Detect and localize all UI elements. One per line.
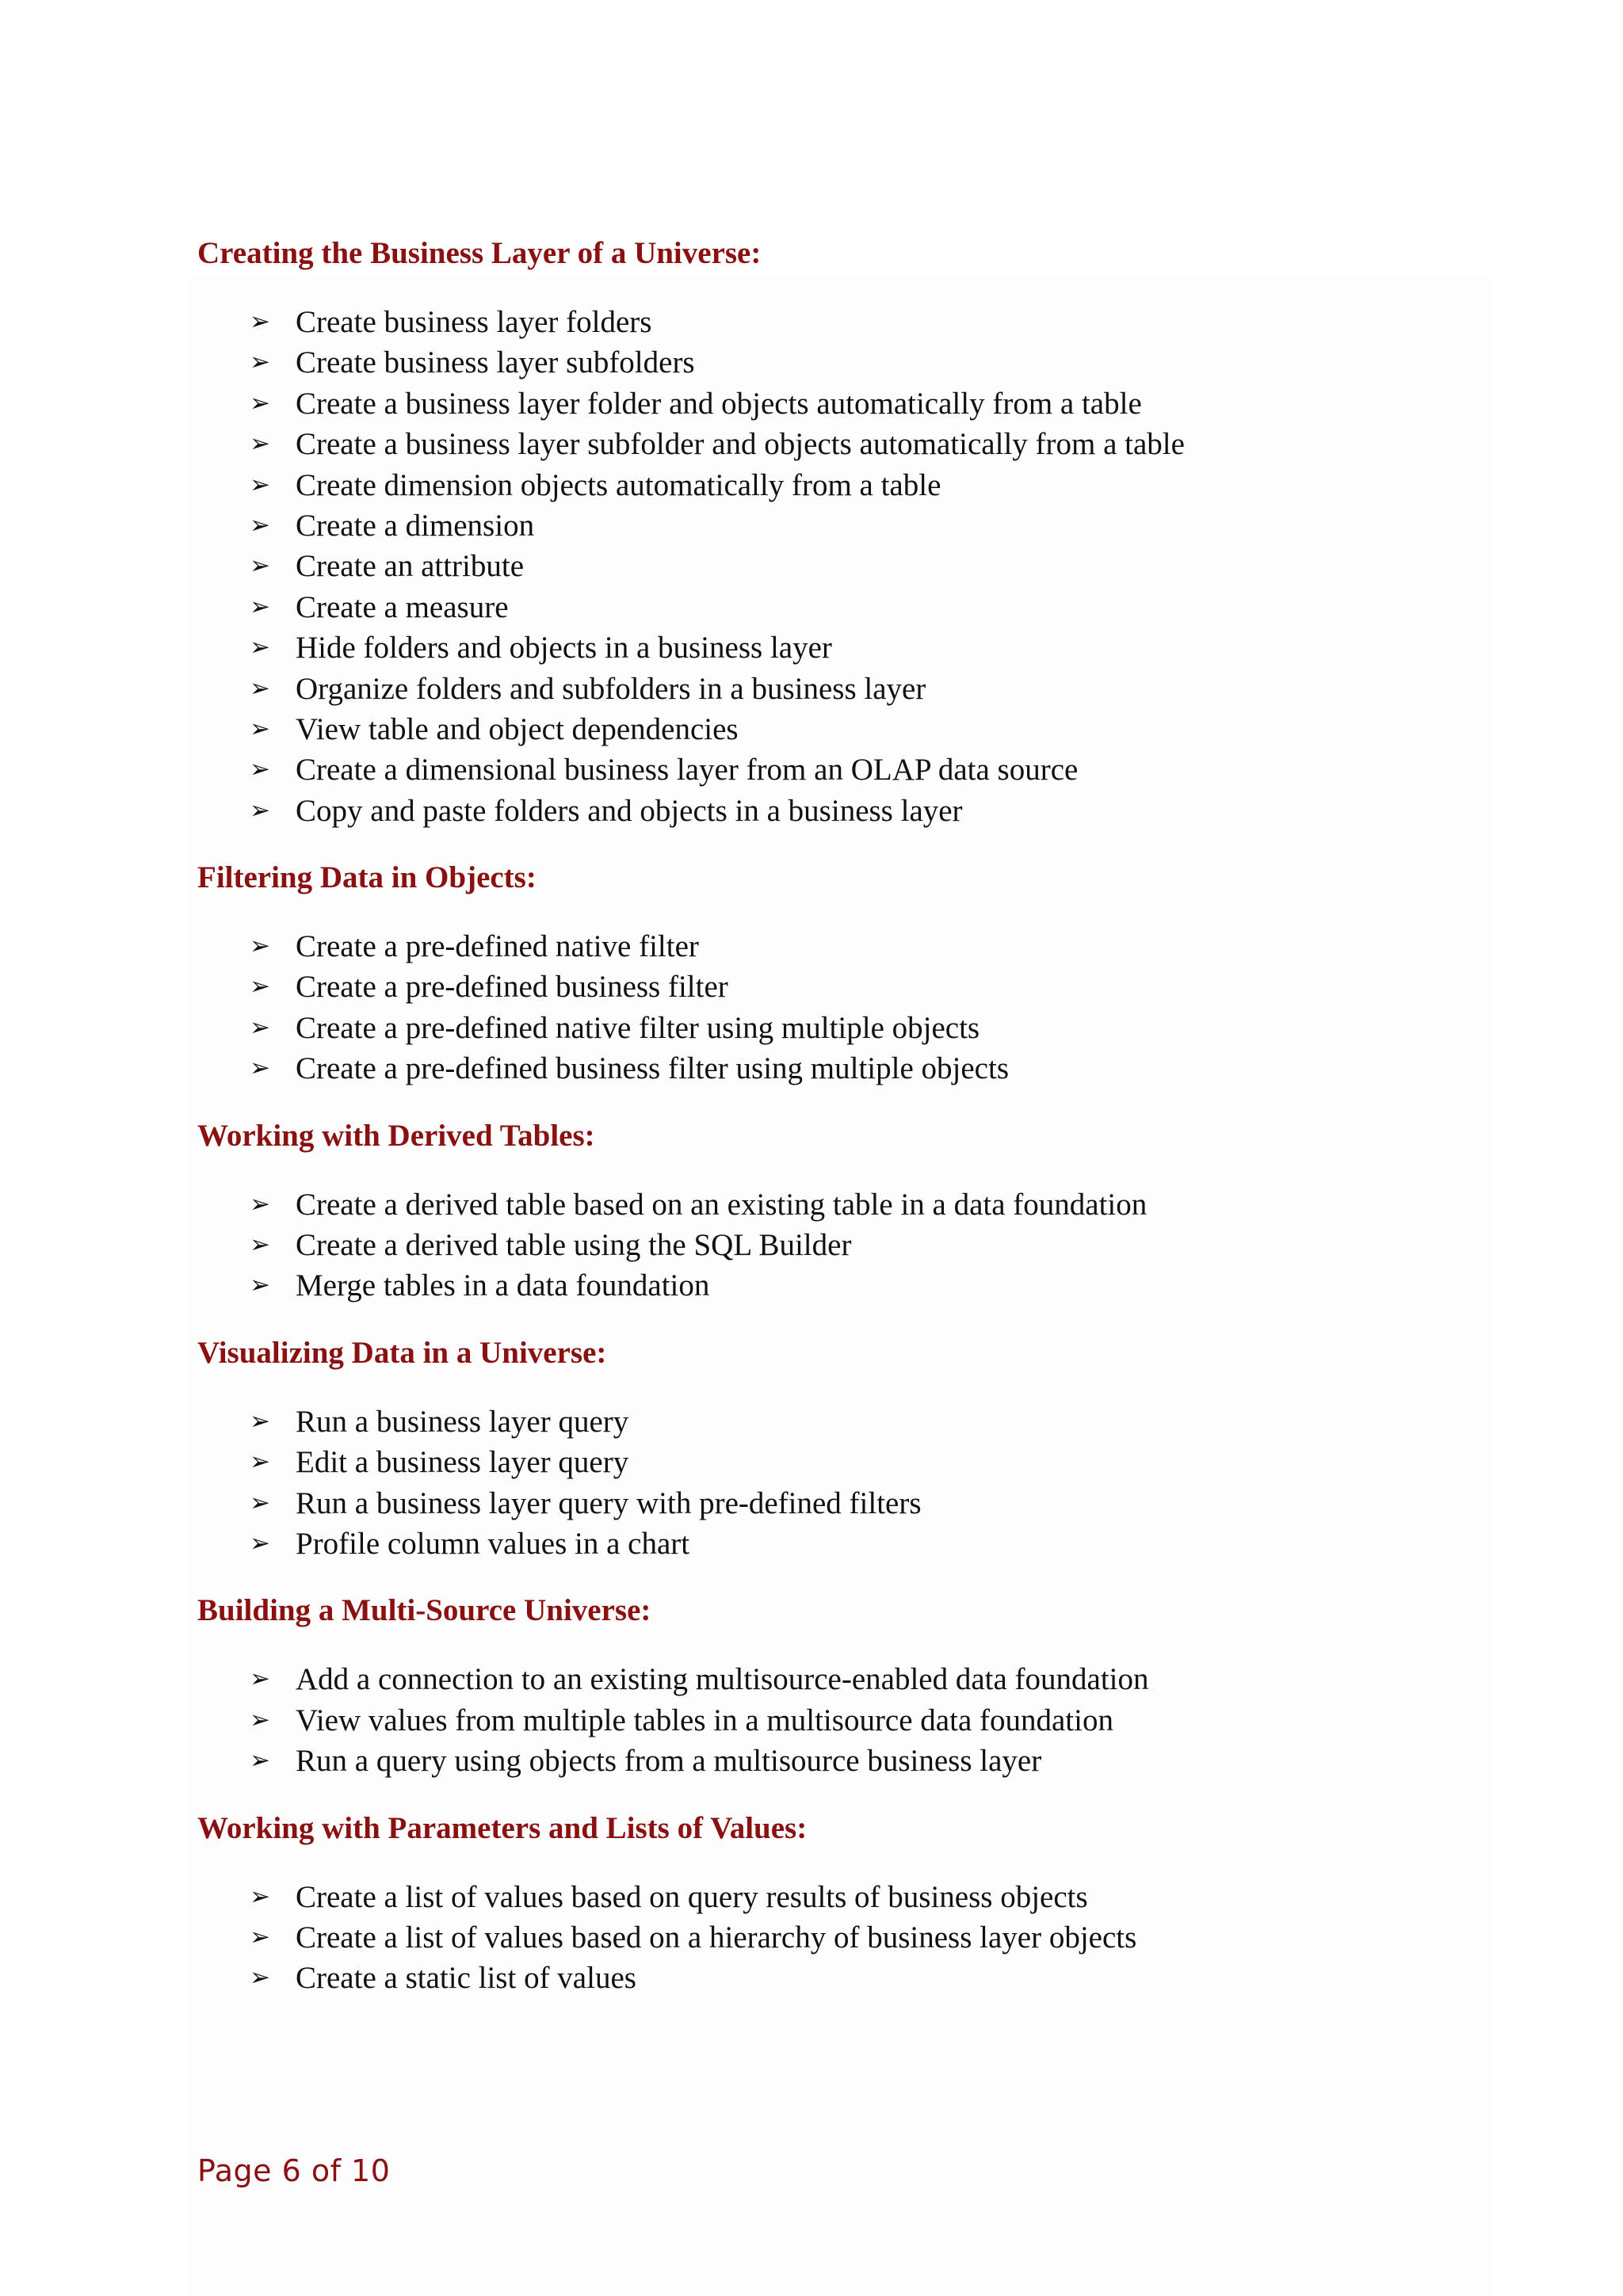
- arrowhead-bullet-icon: ➢: [250, 551, 270, 581]
- list-item: [197, 1048, 1545, 1089]
- list-item-text: Add a connection to an existing multisource-enabled data foundation: [296, 1662, 1149, 1697]
- section-heading: Building a Multi-Source Universe:: [197, 1593, 651, 1628]
- arrowhead-bullet-icon: ➢: [250, 1447, 270, 1477]
- arrowhead-bullet-icon: ➢: [250, 795, 270, 825]
- arrowhead-bullet-icon: ➢: [250, 932, 270, 961]
- list-item-text: Create a pre-defined business filter: [296, 970, 728, 1005]
- section-heading: Visualizing Data in a Universe:: [197, 1335, 607, 1370]
- list-item-text: Merge tables in a data foundation: [296, 1268, 710, 1303]
- arrowhead-bullet-icon: ➢: [250, 755, 270, 784]
- arrowhead-bullet-icon: ➢: [250, 429, 270, 459]
- bullet-list: [197, 1184, 1545, 1306]
- list-item-text: Hide folders and objects in a business layer: [296, 631, 832, 666]
- list-item-text: Create an attribute: [296, 549, 525, 584]
- list-item-text: Organize folders and subfolders in a business layer: [296, 671, 926, 706]
- list-item-text: Run a business layer query with pre-defined filters: [296, 1486, 922, 1520]
- list-item: [197, 505, 1545, 546]
- list-item: [197, 383, 1545, 424]
- list-item: [197, 1402, 1545, 1442]
- list-item-text: Create a list of values based on query results of business objects: [296, 1879, 1088, 1914]
- list-item: [197, 1225, 1545, 1265]
- list-item: [197, 546, 1545, 586]
- list-item: [197, 1184, 1545, 1225]
- list-item: [197, 669, 1545, 709]
- arrowhead-bullet-icon: ➢: [250, 1882, 270, 1911]
- list-item-text: Create a pre-defined native filter: [296, 929, 699, 964]
- list-item-text: Copy and paste folders and objects in a business layer: [296, 793, 963, 828]
- arrowhead-bullet-icon: ➢: [250, 388, 270, 418]
- section-heading: Working with Parameters and Lists of Values:: [197, 1810, 808, 1845]
- list-item-text: Create a pre-defined business filter using multiple objects: [296, 1051, 1009, 1086]
- list-item-text: Create a business layer folder and objects automatically from a table: [296, 386, 1142, 421]
- bullet-list: [197, 1659, 1545, 1781]
- list-item: [197, 1265, 1545, 1306]
- section-heading: Creating the Business Layer of a Universe:: [197, 236, 762, 270]
- bullet-list: [197, 1877, 1545, 1999]
- section-derived-tables: [197, 1112, 1545, 1306]
- list-item: [197, 1659, 1545, 1699]
- section-filtering-data: [197, 853, 1545, 1089]
- list-item-text: Create a dimensional business layer from an OLAP data source: [296, 753, 1079, 788]
- list-item-text: View table and object dependencies: [296, 711, 739, 746]
- arrowhead-bullet-icon: ➢: [250, 972, 270, 1001]
- list-item-text: Profile column values in a chart: [296, 1526, 690, 1561]
- arrowhead-bullet-icon: ➢: [250, 633, 270, 662]
- arrowhead-bullet-icon: ➢: [250, 673, 270, 703]
- arrowhead-bullet-icon: ➢: [250, 1013, 270, 1042]
- list-item-text: Create a business layer subfolder and objects automatically from a table: [296, 427, 1185, 462]
- list-item-text: Edit a business layer query: [296, 1445, 629, 1480]
- list-item: [197, 302, 1545, 342]
- bullet-list: [197, 926, 1545, 1089]
- list-item-text: Create business layer folders: [296, 305, 652, 339]
- arrowhead-bullet-icon: ➢: [250, 592, 270, 621]
- list-item: [197, 1917, 1545, 1958]
- section-parameters-lov: [197, 1804, 1545, 1999]
- list-item: [197, 926, 1545, 967]
- arrowhead-bullet-icon: ➢: [250, 1054, 270, 1083]
- list-item-text: Create a static list of values: [296, 1961, 636, 1996]
- arrowhead-bullet-icon: ➢: [250, 1665, 270, 1694]
- arrowhead-bullet-icon: ➢: [250, 1922, 270, 1951]
- list-item-text: Create a derived table using the SQL Builder: [296, 1228, 852, 1263]
- arrowhead-bullet-icon: ➢: [250, 1746, 270, 1775]
- arrowhead-bullet-icon: ➢: [250, 1528, 270, 1558]
- arrowhead-bullet-icon: ➢: [250, 1488, 270, 1517]
- list-item: [197, 587, 1545, 627]
- arrowhead-bullet-icon: ➢: [250, 1705, 270, 1734]
- list-item-text: Create a derived table based on an existing table in a data foundation: [296, 1187, 1148, 1222]
- list-item-text: Create a dimension: [296, 508, 535, 543]
- page-number: Page 6 of 10: [197, 2153, 391, 2188]
- list-item-text: Run a business layer query: [296, 1404, 629, 1439]
- list-item-text: View values from multiple tables in a multisource data foundation: [296, 1703, 1113, 1737]
- list-item: [197, 791, 1545, 831]
- document-body: [197, 229, 1545, 1999]
- section-heading: Working with Derived Tables:: [197, 1118, 595, 1153]
- section-heading: Filtering Data in Objects:: [197, 860, 537, 895]
- list-item-text: Create business layer subfolders: [296, 345, 695, 380]
- arrowhead-bullet-icon: ➢: [250, 1963, 270, 1993]
- list-item: [197, 1700, 1545, 1741]
- list-item-text: Run a query using objects from a multisource business layer: [296, 1744, 1042, 1779]
- list-item-text: Create a measure: [296, 589, 509, 624]
- section-visualizing-data: [197, 1329, 1545, 1565]
- arrowhead-bullet-icon: ➢: [250, 1189, 270, 1219]
- arrowhead-bullet-icon: ➢: [250, 1230, 270, 1260]
- list-item: [197, 627, 1545, 668]
- arrowhead-bullet-icon: ➢: [250, 510, 270, 540]
- list-item: [197, 1741, 1545, 1781]
- arrowhead-bullet-icon: ➢: [250, 714, 270, 743]
- list-item: [197, 967, 1545, 1007]
- section-multi-source-universe: [197, 1586, 1545, 1781]
- arrowhead-bullet-icon: ➢: [250, 1271, 270, 1300]
- bullet-list: [197, 1402, 1545, 1565]
- list-item: [197, 709, 1545, 749]
- arrowhead-bullet-icon: ➢: [250, 307, 270, 336]
- arrowhead-bullet-icon: ➢: [250, 470, 270, 499]
- list-item: [197, 1483, 1545, 1524]
- section-business-layer: [197, 229, 1545, 831]
- list-item: [197, 1958, 1545, 1998]
- list-item: [197, 465, 1545, 505]
- list-item: [197, 1524, 1545, 1564]
- list-item: [197, 1877, 1545, 1917]
- arrowhead-bullet-icon: ➢: [250, 348, 270, 377]
- list-item: [197, 1008, 1545, 1048]
- list-item-text: Create a pre-defined native filter using multiple objects: [296, 1010, 980, 1045]
- list-item-text: Create dimension objects automatically from a table: [296, 467, 941, 502]
- list-item: [197, 1442, 1545, 1482]
- arrowhead-bullet-icon: ➢: [250, 1406, 270, 1436]
- list-item-text: Create a list of values based on a hierarchy of business layer objects: [296, 1920, 1137, 1955]
- list-item: [197, 424, 1545, 464]
- list-item: [197, 342, 1545, 383]
- bullet-list: [197, 302, 1545, 831]
- list-item: [197, 749, 1545, 790]
